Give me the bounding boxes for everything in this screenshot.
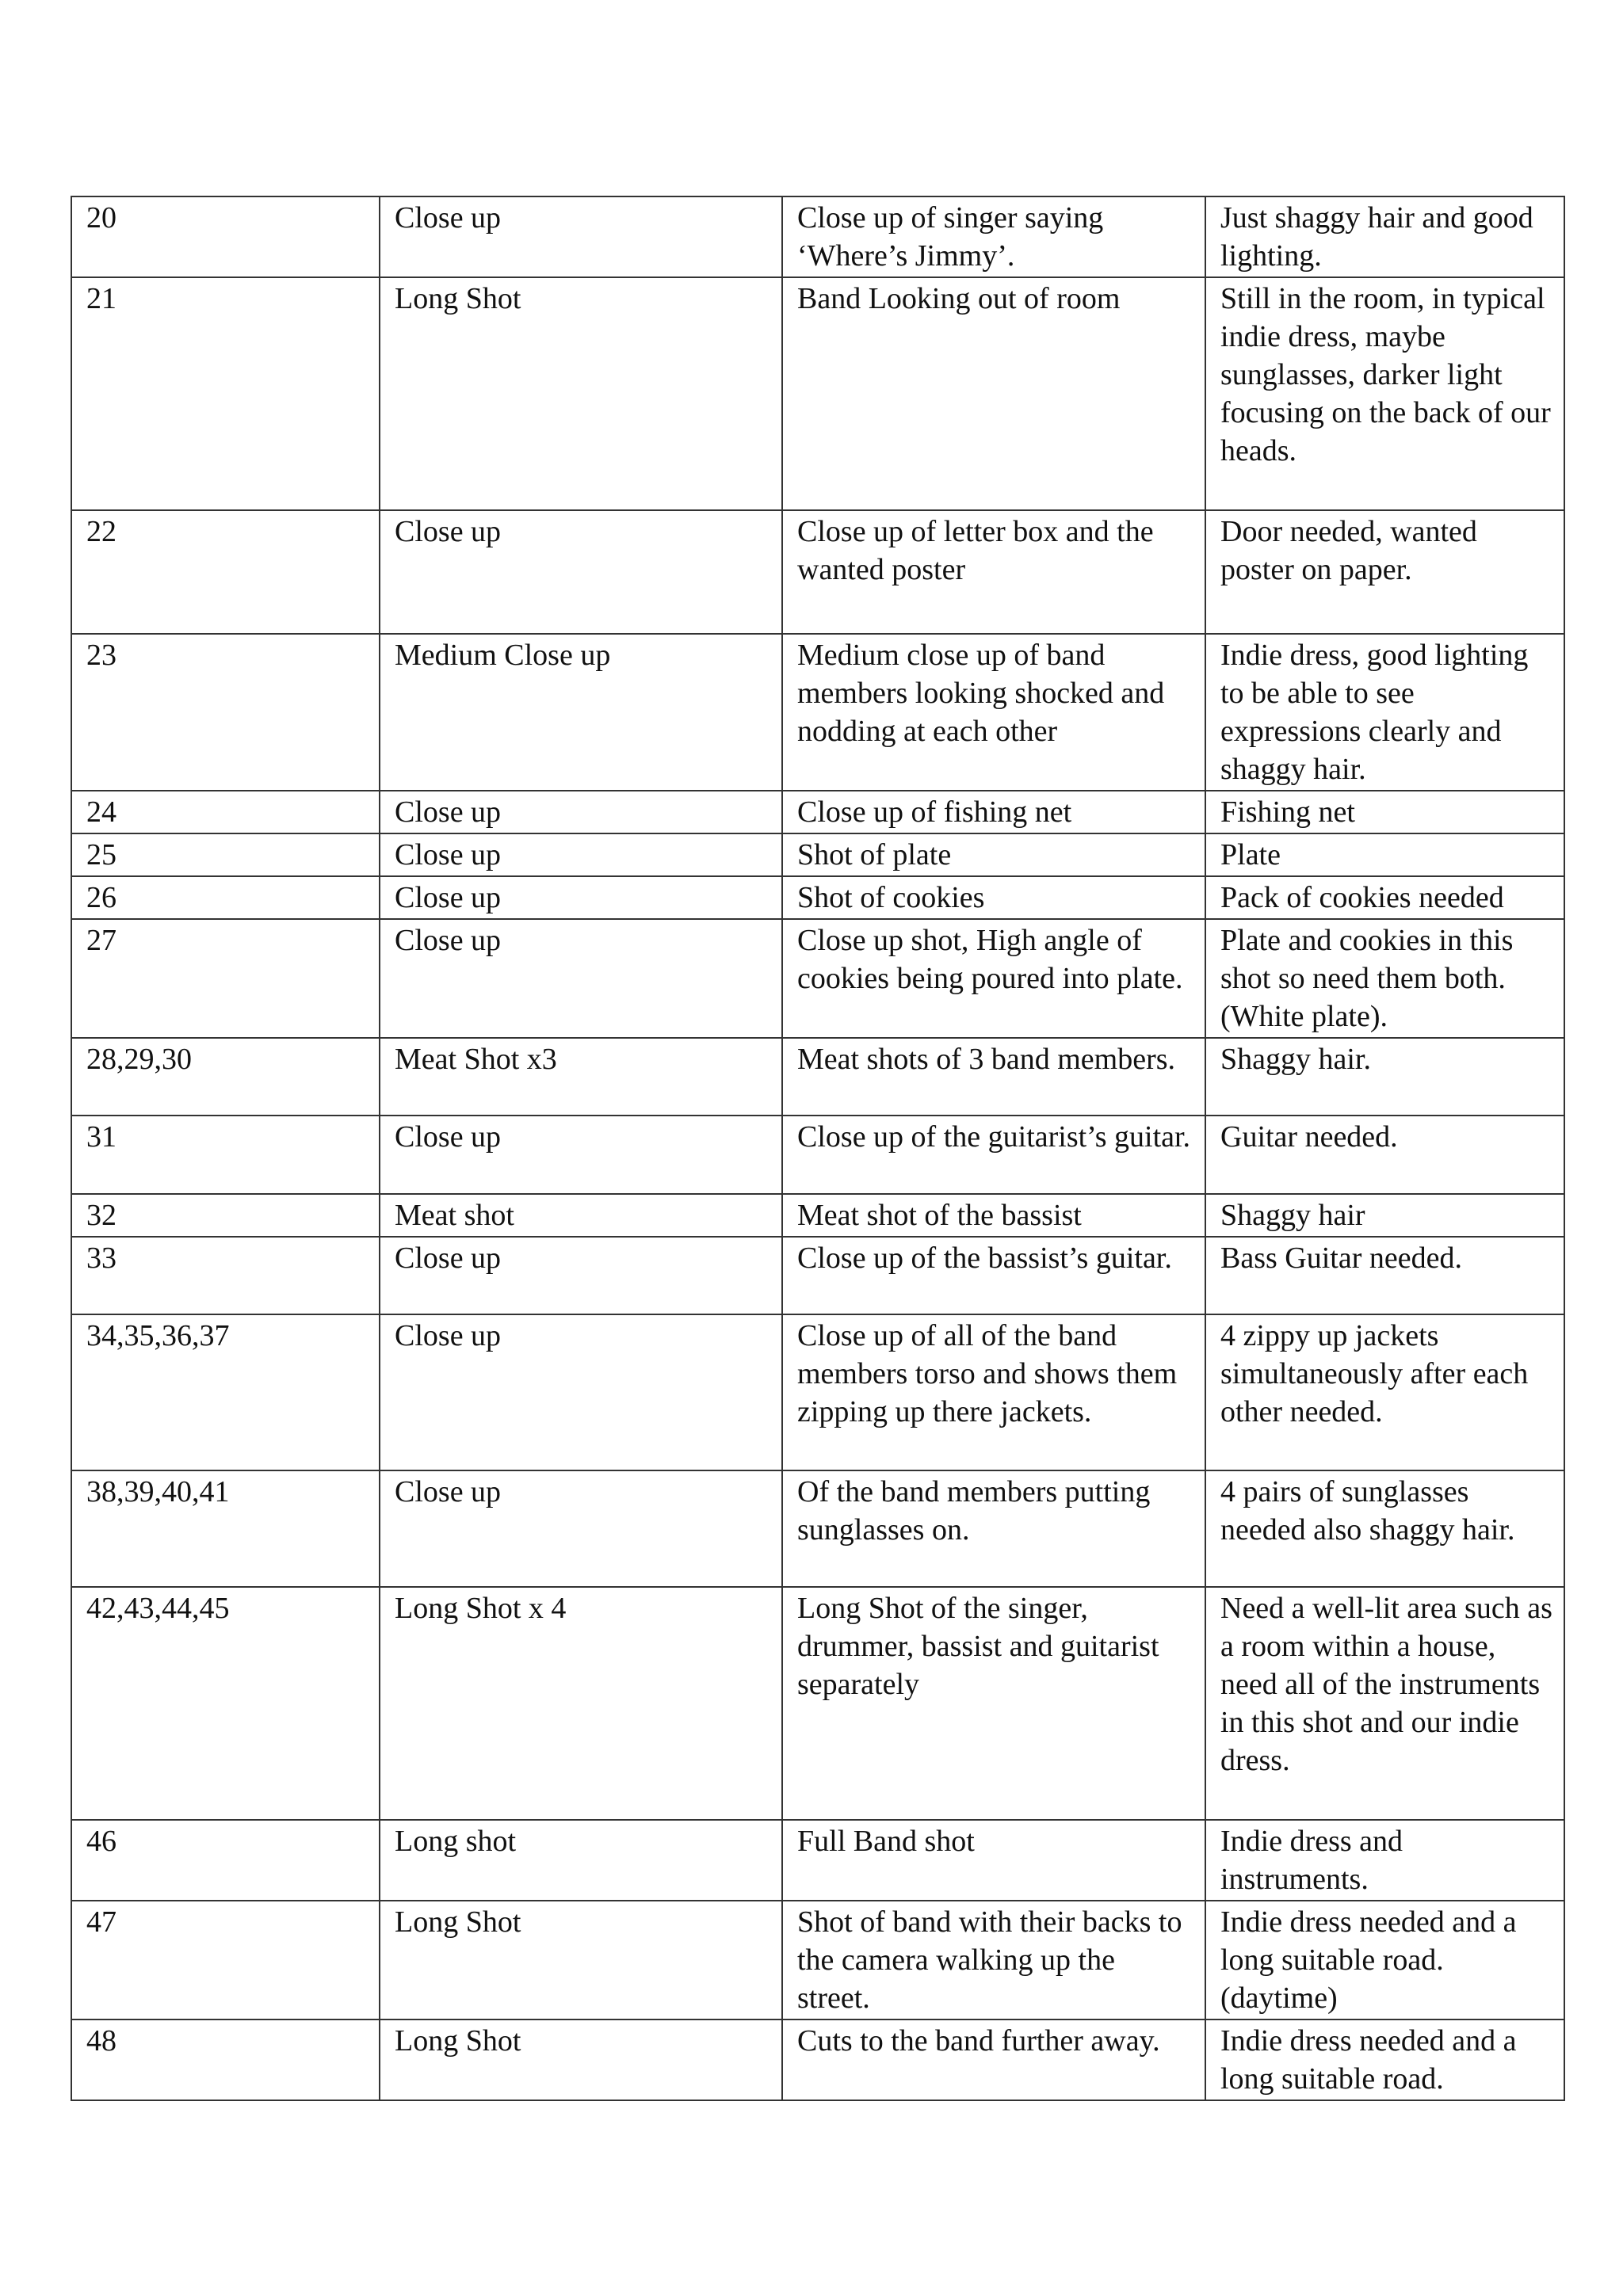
shot-description-cell: Close up shot, High angle of cookies being poured into plate.: [782, 919, 1205, 1038]
shot-notes-cell: Indie dress needed and a long suitable road. (daytime): [1205, 1901, 1564, 2019]
shot-description-cell: Of the band members putting sunglasses on.: [782, 1470, 1205, 1587]
shot-notes-cell: Indie dress and instruments.: [1205, 1820, 1564, 1901]
shot-notes-cell: Indie dress, good lighting to be able to see expressions clearly and shaggy hair.: [1205, 634, 1564, 791]
shot-description-cell: Long Shot of the singer, drummer, bassist and guitarist separately: [782, 1587, 1205, 1820]
shot-type-cell: Close up: [380, 510, 782, 634]
table-row: [71, 1194, 1564, 1237]
shot-description-cell: Medium close up of band members looking shocked and nodding at each other: [782, 634, 1205, 791]
table-row: [71, 919, 1564, 1038]
shot-notes-cell: Shaggy hair: [1205, 1194, 1564, 1237]
shot-type-cell: Long Shot: [380, 2019, 782, 2100]
shot-type-cell: Medium Close up: [380, 634, 782, 791]
shot-number-cell: 27: [71, 919, 380, 1038]
table-row: [71, 2019, 1564, 2100]
table-row: [71, 634, 1564, 791]
shot-notes-cell: Door needed, wanted poster on paper.: [1205, 510, 1564, 634]
shot-description-cell: Meat shots of 3 band members.: [782, 1038, 1205, 1116]
shot-notes-cell: Pack of cookies needed: [1205, 876, 1564, 919]
shot-list-body: [71, 196, 1564, 2100]
shot-number-cell: 33: [71, 1237, 380, 1314]
shot-type-cell: Close up: [380, 1237, 782, 1314]
shot-notes-cell: Plate: [1205, 833, 1564, 876]
table-row: [71, 510, 1564, 634]
table-row: [71, 1901, 1564, 2019]
shot-description-cell: Cuts to the band further away.: [782, 2019, 1205, 2100]
shot-notes-cell: Shaggy hair.: [1205, 1038, 1564, 1116]
table-row: [71, 196, 1564, 277]
shot-notes-cell: Plate and cookies in this shot so need them both. (White plate).: [1205, 919, 1564, 1038]
table-row: [71, 277, 1564, 510]
table-row: [71, 1820, 1564, 1901]
shot-number-cell: 31: [71, 1116, 380, 1194]
shot-description-cell: Close up of fishing net: [782, 791, 1205, 833]
shot-number-cell: 46: [71, 1820, 380, 1901]
shot-type-cell: Close up: [380, 1470, 782, 1587]
shot-number-cell: 34,35,36,37: [71, 1314, 380, 1470]
table-row: [71, 1116, 1564, 1194]
shot-number-cell: 25: [71, 833, 380, 876]
shot-type-cell: Meat shot: [380, 1194, 782, 1237]
shot-notes-cell: Still in the room, in typical indie dress, maybe sunglasses, darker light focusing on the back of our heads.: [1205, 277, 1564, 510]
shot-description-cell: Close up of all of the band members torso and shows them zipping up there jackets.: [782, 1314, 1205, 1470]
shot-notes-cell: Guitar needed.: [1205, 1116, 1564, 1194]
shot-description-cell: Close up of singer saying ‘Where’s Jimmy’.: [782, 196, 1205, 277]
table-row: [71, 833, 1564, 876]
shot-type-cell: Meat Shot x3: [380, 1038, 782, 1116]
shot-type-cell: Close up: [380, 791, 782, 833]
table-row: [71, 1314, 1564, 1470]
shot-type-cell: Close up: [380, 919, 782, 1038]
shot-number-cell: 21: [71, 277, 380, 510]
shot-type-cell: Long Shot x 4: [380, 1587, 782, 1820]
shot-type-cell: Long Shot: [380, 1901, 782, 2019]
shot-number-cell: 32: [71, 1194, 380, 1237]
shot-number-cell: 23: [71, 634, 380, 791]
shot-number-cell: 24: [71, 791, 380, 833]
shot-description-cell: Close up of letter box and the wanted poster: [782, 510, 1205, 634]
shot-number-cell: 47: [71, 1901, 380, 2019]
shot-notes-cell: Need a well-lit area such as a room within a house, need all of the instruments in this shot and our indie dress.: [1205, 1587, 1564, 1820]
shot-description-cell: Full Band shot: [782, 1820, 1205, 1901]
shot-description-cell: Shot of plate: [782, 833, 1205, 876]
shot-type-cell: Close up: [380, 876, 782, 919]
shot-description-cell: Close up of the guitarist’s guitar.: [782, 1116, 1205, 1194]
shot-notes-cell: Bass Guitar needed.: [1205, 1237, 1564, 1314]
shot-number-cell: 42,43,44,45: [71, 1587, 380, 1820]
shot-notes-cell: Fishing net: [1205, 791, 1564, 833]
table-row: [71, 1470, 1564, 1587]
shot-notes-cell: 4 pairs of sunglasses needed also shaggy hair.: [1205, 1470, 1564, 1587]
shot-type-cell: Close up: [380, 1116, 782, 1194]
shot-type-cell: Close up: [380, 1314, 782, 1470]
shot-description-cell: Band Looking out of room: [782, 277, 1205, 510]
shot-number-cell: 20: [71, 196, 380, 277]
table-row: [71, 1038, 1564, 1116]
shot-type-cell: Close up: [380, 196, 782, 277]
shot-number-cell: 48: [71, 2019, 380, 2100]
shot-notes-cell: Indie dress needed and a long suitable road.: [1205, 2019, 1564, 2100]
shot-number-cell: 22: [71, 510, 380, 634]
shot-description-cell: Close up of the bassist’s guitar.: [782, 1237, 1205, 1314]
shot-notes-cell: Just shaggy hair and good lighting.: [1205, 196, 1564, 277]
shot-description-cell: Meat shot of the bassist: [782, 1194, 1205, 1237]
shot-description-cell: Shot of cookies: [782, 876, 1205, 919]
table-row: [71, 791, 1564, 833]
shot-type-cell: Long shot: [380, 1820, 782, 1901]
table-row: [71, 876, 1564, 919]
shot-type-cell: Long Shot: [380, 277, 782, 510]
table-row: [71, 1237, 1564, 1314]
shot-number-cell: 38,39,40,41: [71, 1470, 380, 1587]
table-row: [71, 1587, 1564, 1820]
shot-description-cell: Shot of band with their backs to the camera walking up the street.: [782, 1901, 1205, 2019]
shot-number-cell: 28,29,30: [71, 1038, 380, 1116]
shot-notes-cell: 4 zippy up jackets simultaneously after each other needed.: [1205, 1314, 1564, 1470]
shot-number-cell: 26: [71, 876, 380, 919]
shot-list-table: [71, 196, 1565, 2101]
shot-type-cell: Close up: [380, 833, 782, 876]
